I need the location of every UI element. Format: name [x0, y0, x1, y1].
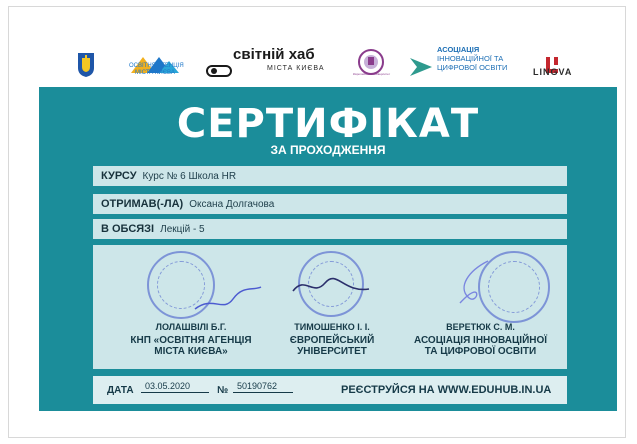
volume-value: Лекцій - 5	[160, 223, 205, 235]
signature-3	[448, 257, 498, 307]
association-line2: ІННОВАЦІЙНОЇ ТА	[437, 54, 504, 63]
course-value: Курс № 6 Школа HR	[142, 170, 237, 182]
number-value: 50190762	[233, 381, 293, 393]
certificate-title: СЕРТИФІКАТ	[176, 101, 480, 147]
hub-logo-sub: МІСТА КИЄВА	[267, 65, 325, 72]
signer-2-org-line2: УНІВЕРСИТЕТ	[297, 346, 367, 357]
volume-label: В ОБСЯЗІ	[101, 223, 155, 235]
lingva-logo-text: LINGVA	[533, 67, 573, 77]
course-field	[93, 166, 567, 186]
certificate-panel	[39, 87, 617, 411]
signer-3-org-line2: ТА ЦИФРОВОЇ ОСВІТИ	[424, 346, 537, 357]
kyiv-coat-of-arms-icon	[77, 43, 95, 87]
recipient-field	[93, 194, 567, 214]
date-value: 03.05.2020	[141, 381, 209, 393]
agency-logo-line2: МІСТА КИЄВА	[135, 70, 175, 76]
date-label: ДАТА	[107, 385, 134, 396]
signer-3-org-line1: АСОЦІАЦІЯ ІННОВАЦІЙНОЇ	[413, 335, 548, 346]
signature-2	[291, 271, 371, 301]
association-line1: АСОЦІАЦІЯ	[437, 45, 480, 54]
association-arrow-icon	[408, 45, 434, 89]
register-link[interactable]: РЕЄСТРУЙСЯ НА WWW.EDUHUB.IN.UA	[341, 384, 552, 396]
hub-logo-main: світній хаб	[233, 46, 315, 63]
signer-1-name: ЛОЛАШВІЛІ Б.Г.	[155, 322, 227, 332]
certificate-frame	[8, 6, 626, 438]
lingva-logo-icon	[544, 43, 560, 87]
agency-logo-line1: ОСВІТНЯ АГЕНЦІЯ	[129, 63, 184, 69]
certificate-footer	[93, 376, 567, 404]
signer-3-name: ВЕРЕТЮК С. М.	[446, 322, 515, 332]
signer-2	[267, 322, 397, 357]
partner-logos	[35, 41, 625, 85]
signatures-area	[93, 245, 567, 369]
signer-2-org-line1: ЄВРОПЕЙСЬКИЙ	[289, 335, 375, 346]
signer-2-name: ТИМОШЕНКО І. І.	[294, 322, 370, 332]
signer-1-org-line1: КНП «ОСВІТНЯ АГЕНЦІЯ	[130, 335, 252, 346]
certificate-subtitle: ЗА ПРОХОДЖЕННЯ	[270, 143, 386, 157]
association-line3: ЦИФРОВОЇ ОСВІТИ	[437, 63, 508, 72]
recipient-value: Оксана Долгачова	[189, 198, 275, 210]
number-label: №	[217, 385, 229, 396]
university-crest-icon	[357, 41, 385, 85]
university-logo-name: Європейський Університет	[353, 72, 391, 76]
signer-3	[398, 322, 563, 357]
signer-1-org-line2: МІСТА КИЄВА»	[154, 346, 228, 357]
recipient-label: ОТРИМАВ(-ЛА)	[101, 198, 184, 210]
signer-1	[121, 322, 261, 357]
signature-1	[193, 285, 263, 315]
course-label: КУРСУ	[101, 170, 137, 182]
volume-field	[93, 219, 567, 239]
